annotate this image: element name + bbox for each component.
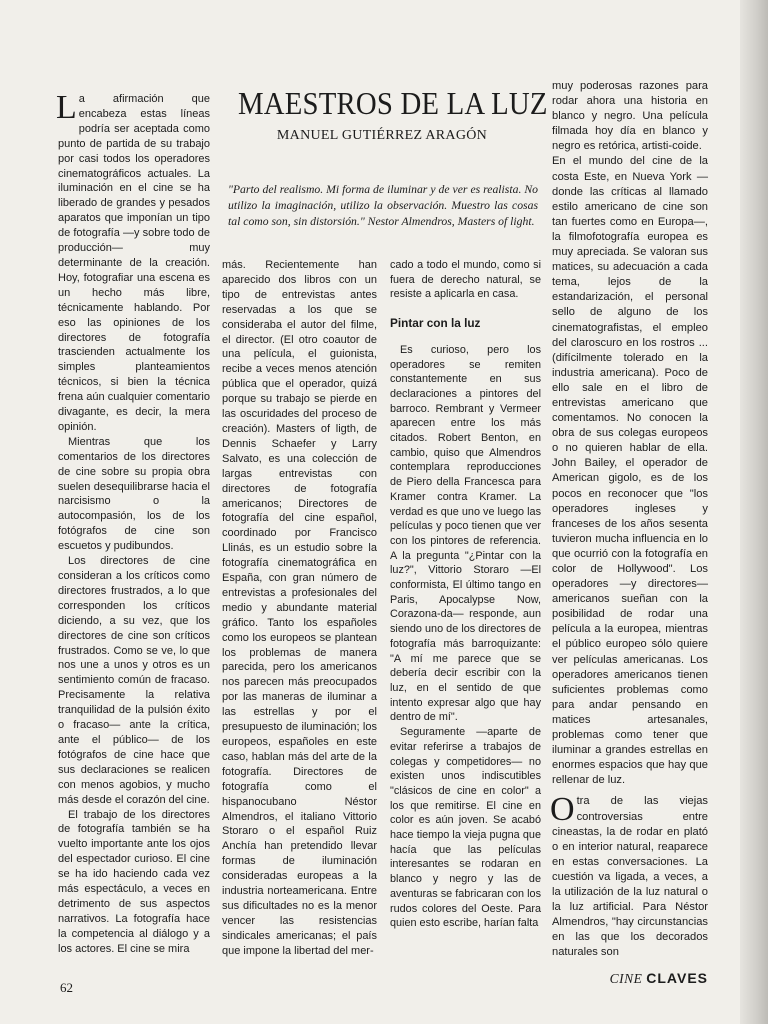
magazine-footer	[610, 970, 708, 987]
paragraph: Seguramente —aparte de evitar referirse a trabajos de colegas y competidores— no existen unos indiscutibles "clásicos de cine en color" a los que remitirse. El cine en color es aún joven. Se acabó hace tiempo la vieja pugna que hacía que las películas interesantes se rodaran en blanco y negro y las de aventuras se fabricaran con los rudos colores del Oeste. Para quien esto escribe, harían falta	[390, 726, 541, 930]
paragraph: muy poderosas razones para rodar ahora una historia en blanco y negro. Una película filmada hoy día en blanco y negro es retórica, artisti-coide.	[552, 80, 708, 153]
column-2	[222, 258, 377, 959]
page-edge	[740, 0, 768, 1024]
article-author: MANUEL GUTIÉRREZ ARAGÓN	[276, 128, 488, 143]
footer-cine: CINE	[609, 971, 643, 986]
drop-cap: O	[550, 791, 575, 829]
paragraph: En el mundo del cine de la costa Este, en Nueva York —donde las críticas al llamado estilo americano de cine son tan fuertes como en Europa—, la filmofotografía europea es muy apreciada. Se valoran sus matices, su adecuación a cada tema, lejos de la estandarización, el personal sello de alguno de los cinematografistas, el empleo del claroscuro en los rostros ... (difícilmente tolerado en la industria americana). Poco de ello sale en el libro de entrevistas americano que comentamos. No conocen la obra de sus colegas europeos o no quieren hablar de ella. John Bailey, el operador de American gigolo, es de los pocos en reconocer que "los operadores ingleses y franceses de los años sesenta tuvieron mucha influencia en lo que ocurrió con la fotografía en color de Hollywood". Los operadores —y directores— americanos sueñan con la posibilidad de rodar una película a la europea, mientras el público europeo sólo quiere ver películas americanas. Los operadores americanos tienen suficientes problemas como para andar pensando en matices artesanales, problemas como tener que iluminar a grandes estrellas en enormes espacios que hay que rellenar de luz.	[552, 155, 708, 787]
column-3	[390, 258, 541, 931]
column-4	[552, 79, 708, 960]
section-subhead: Pintar con la luz	[390, 316, 481, 331]
page-number: 62	[60, 980, 73, 995]
paragraph-text: tra de las viejas controversias entre cineastas, la de rodar en plató o en interior natural, reaparece en estas conversaciones. La cuestión va ligada, a veces, a la utilización de la luz natural o la luz artificial. Para Néstor Almendros, "hay circunstancias en las que los decorados naturales son	[552, 795, 708, 959]
paragraph	[550, 791, 708, 960]
paragraph: Mientras que los comentarios de los directores de cine sobre su propia obra suelen desequilibrarse hacia el narcisismo o la autocompasión, los de los fotógrafos de cine son escuetos y pudibundos.	[58, 435, 210, 553]
paragraph: El trabajo de los directores de fotografía también se ha vuelto importante ante los ojos del espectador curioso. El cine se ha ido haciendo cada vez más espectáculo, a veces en detrimento de sus aspectos narrativos. La fotografía hace la competencia al diálogo y a los actores. El cine se mira	[58, 808, 210, 955]
paragraph: Los directores de cine consideran a los críticos como directores frustrados, a lo que corresponden los críticos diciendo, a su vez, que los directores de cine son críticos frustrados. Como se ve, lo que nos une a unos y otros es un sentimiento común de fracaso. Precisamente la relativa tranquilidad de la pulsión éxito o fracaso— ante la crítica, ante el público— de los fotógrafos de cine hace que sus declaraciones se realicen con menos agobios, y mucho más desde el corazón del cine.	[58, 555, 210, 806]
paragraph: Es curioso, pero los operadores se remiten constantemente en sus declaraciones a pintores del barroco. Rembrant y Vermeer aparecen entre los más citados. Robert Benton, en cambio, quiso que Almendros contemplara reproducciones de Piero della Francesca para Kramer contra Kramer. La verdad es que uno ve luego las películas y poco tienen que ver con los pintores de referencia. A la pregunta "¿Pintar con la luz?", Vittorio Storaro —El conformista, El último tango en Paris, Apocalypse Now, Corazona-da— responde, aun siendo uno de los directores de fotografía más barroquizante: "A mí me parece que se debería decir escribir con la luz, en el sentido de que intento expresar algo que hay dentro de mí".	[390, 343, 541, 724]
paragraph-text: a afirmación que encabeza estas líneas podría ser aceptada como punto de partida de su trabajo por casi todos los operadores cinematográficos actuales. La iluminación en el cine se ha liberado de grandes y pesados aparatos que imponían un tipo de fotografía —y sobre todo de producción— muy determinante de la creación. Hoy, fotografiar una escena es un hecho más libre, técnicamente hablando. Por eso las opiniones de los directores de fotografía trascienden actualmente los simples planteamientos técnicos, si bien la técnica frena aún cualquier comentario divagante, es decir, la mera opinión.	[58, 93, 210, 433]
paragraph: cado a todo el mundo, como si fuera de derecho natural, se resiste a aplicarla en casa.	[390, 259, 541, 301]
paragraph: más. Recientemente han aparecido dos libros con un tipo de entrevistas antes reservadas a los que se consideraba el autor del filme, el director. (El otro coautor de una película, el guionista, recibe a veces menos atención pública que el operador, quizá porque su trabajo se pierde en las oscuridades del proceso de creación). Masters of ligth, de Dennis Schaefer y Larry Salvato, es una colección de largas entrevistas con directores de fotografía americanos; Directores de fotografía del cine español, coordinado por Francisco Llinás, es un estudio sobre la fotografía cinematográfica en España, con gran número de entrevistas a profesionales del medio y abundante material gráfico. Tanto los españoles como los europeos se plantean los problemas de manera parecida, pero los americanos nos parecen más preocupados por las maneras de iluminar a las estrellas y por el presupuesto de iluminación; los europeos, españoles en este caso, hablan más del arte de la fotografía. Directores de fotografía como el hispanocubano Néstor Almendros, el italiano Vittorio Storaro o el español Ruiz Anchía han pretendido llevar formas de iluminación consideradas europeas a la industria norteamericana. Entre sus dificultades no es la menor vencer las resistencias sindicales americanas; el país que impone la libertad del mer-	[222, 259, 377, 957]
footer-claves: CLAVES	[646, 970, 708, 986]
epigraph: "Parto del realismo. Mi forma de iluminar y de ver es realista. No utilizo la imaginación, utilizo la observación. Muestro las cosas tal como son, sin distorsión." Nestor Almendros, Masters of light.	[228, 183, 538, 229]
paragraph	[56, 89, 210, 435]
drop-cap: L	[56, 89, 77, 126]
article-title: MAESTROS DE LA LUZ	[238, 85, 548, 121]
column-1	[56, 89, 210, 957]
